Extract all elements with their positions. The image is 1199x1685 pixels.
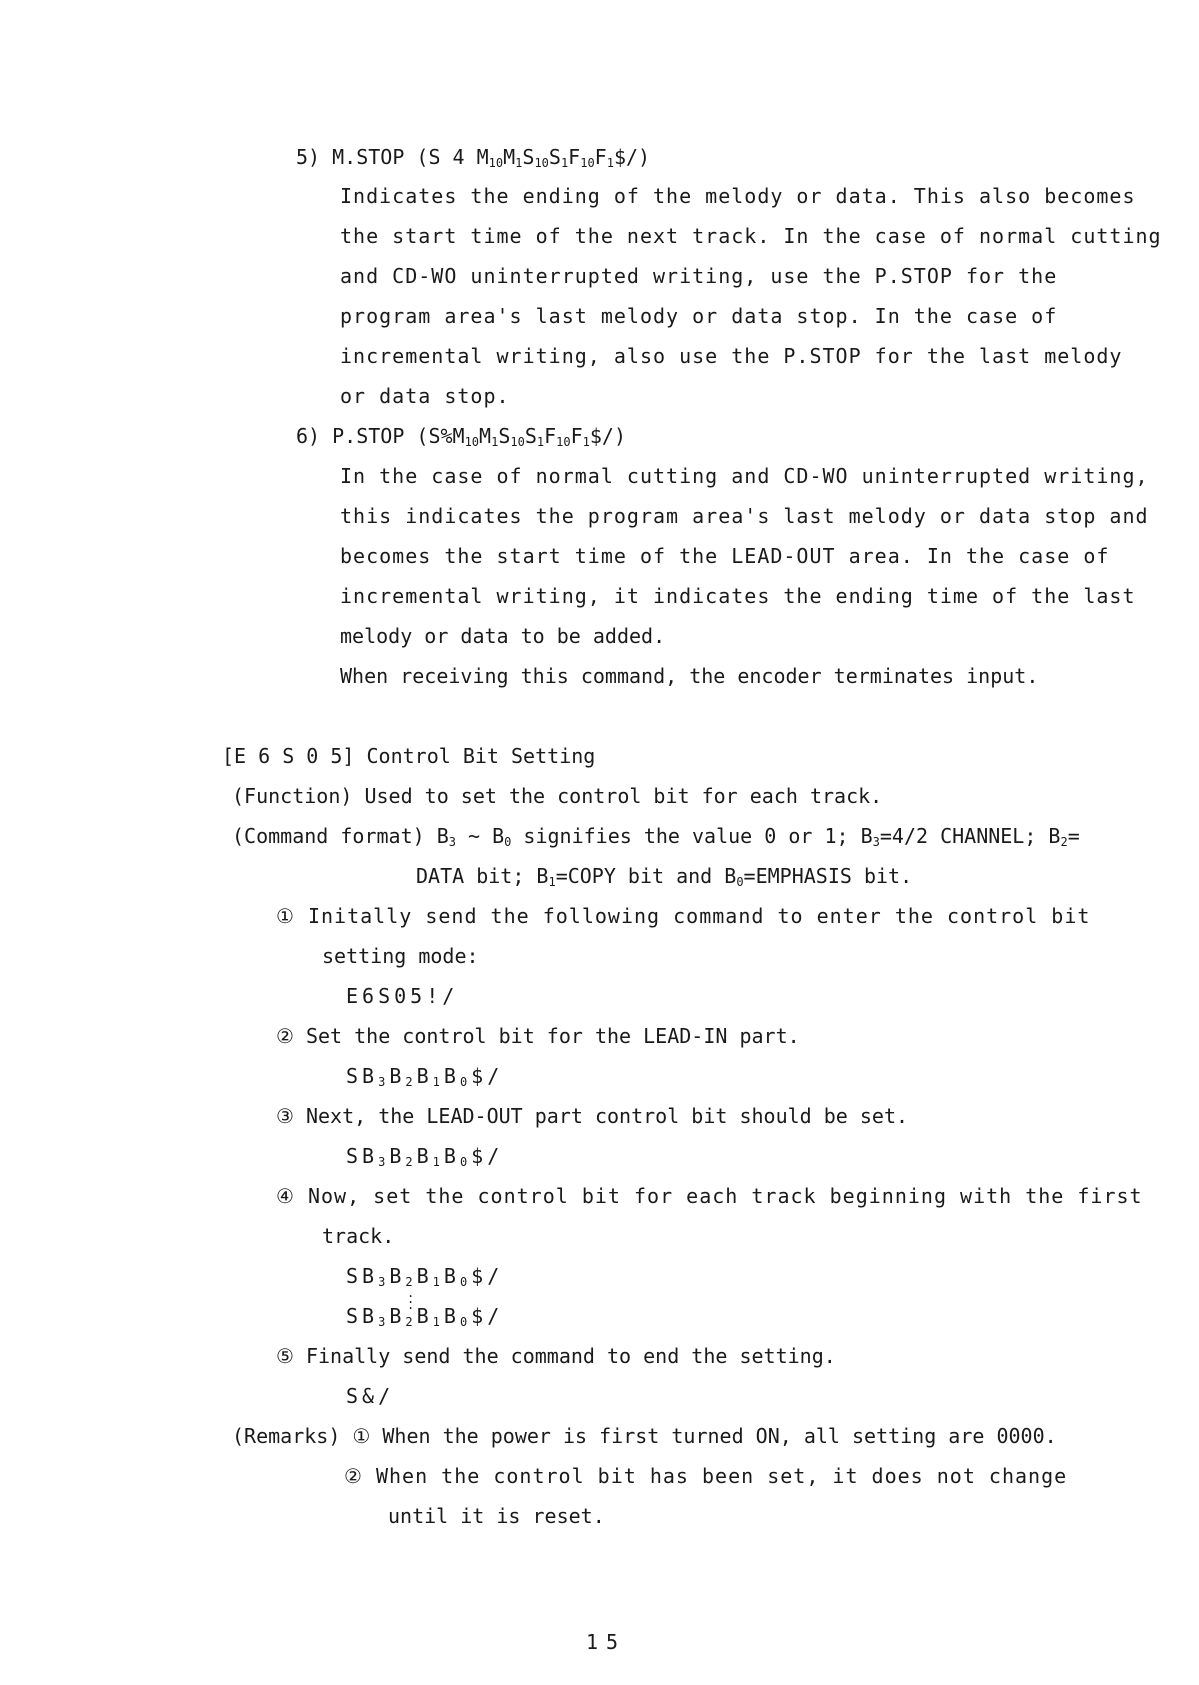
step-1-line-1: ① Initally send the following command to enter the control bit xyxy=(276,904,1091,928)
step-5-line: ⑤ Finally send the command to end the setting. xyxy=(276,1344,836,1368)
step-5-code: S&/ xyxy=(346,1384,395,1408)
section-title: [E 6 S 0 5] Control Bit Setting xyxy=(222,744,596,768)
p-stop-line-2: this indicates the program area's last melody or data stop and xyxy=(340,504,1149,528)
remark-1: (Remarks) ① When the power is first turned ON, all setting are 0000. xyxy=(232,1424,1057,1448)
step-2-code: $SB_3B_2B_1B_0\$/$ xyxy=(346,1064,504,1089)
vertical-ellipsis: . . . xyxy=(407,1286,415,1312)
step-4-code-last: $SB_3B_2B_1B_0\$/$ xyxy=(346,1304,504,1329)
remark-2-line-1: ② When the control bit has been set, it does not change xyxy=(344,1464,1068,1488)
p-stop-line-3: becomes the start time of the LEAD-OUT area. In the case of xyxy=(340,544,1110,568)
m-stop-line-6: or data stop. xyxy=(340,384,510,408)
p-stop-line-5: melody or data to be added. xyxy=(340,624,666,648)
step-4-line-2: track. xyxy=(322,1224,395,1248)
step-1-line-2: setting mode: xyxy=(322,944,479,968)
step-4-line-1: ④ Now, set the control bit for each track beginning with the first xyxy=(276,1184,1143,1208)
page-number: 15 xyxy=(586,1630,627,1654)
step-3-line: ③ Next, the LEAD-OUT part control bit should be set. xyxy=(276,1104,909,1128)
m-stop-line-1: Indicates the ending of the melody or data. This also becomes xyxy=(340,184,1136,208)
remark-2-line-2: until it is reset. xyxy=(388,1504,605,1528)
step-1-code: E6S05!/ xyxy=(346,984,459,1008)
m-stop-line-2: the start time of the next track. In the case of normal cutting xyxy=(340,224,1162,248)
p-stop-heading: 6) P.STOP $(S\%M_{10}M_1S_{10}S_1F_{10}F_1\$/)$ xyxy=(296,424,626,449)
p-stop-line-1: In the case of normal cutting and CD-WO uninterrupted writing, xyxy=(340,464,1149,488)
p-stop-line-4: incremental writing, it indicates the ending time of the last xyxy=(340,584,1136,608)
m-stop-line-5: incremental writing, also use the P.STOP for the last melody xyxy=(340,344,1123,368)
command-format-line: (Command format) $B_3$ ~ $B_0$ signifies the value 0 or 1; $B_3=4/2$ CHANNEL; $B_2=$ xyxy=(232,824,1080,849)
command-format-cont: DATA bit; $B_1=COPY$ bit and $B_0=EMPHASIS$ bit. xyxy=(416,864,913,889)
p-stop-line-6: When receiving this command, the encoder terminates input. xyxy=(340,664,1039,688)
step-3-code: $SB_3B_2B_1B_0\$/$ xyxy=(346,1144,504,1169)
m-stop-line-3: and CD-WO uninterrupted writing, use the P.STOP for the xyxy=(340,264,1058,288)
function-line: (Function) Used to set the control bit for each track. xyxy=(232,784,883,808)
step-2-line: ② Set the control bit for the LEAD-IN part. xyxy=(276,1024,800,1048)
step-4-code-first: $SB_3B_2B_1B_0\$/$ xyxy=(346,1264,504,1289)
m-stop-line-4: program area's last melody or data stop. In the case of xyxy=(340,304,1058,328)
m-stop-heading: 5) M.STOP (S 4 $M_{10}M_1S_{10}S_1F_{10}F_1\$/$) xyxy=(296,145,651,170)
